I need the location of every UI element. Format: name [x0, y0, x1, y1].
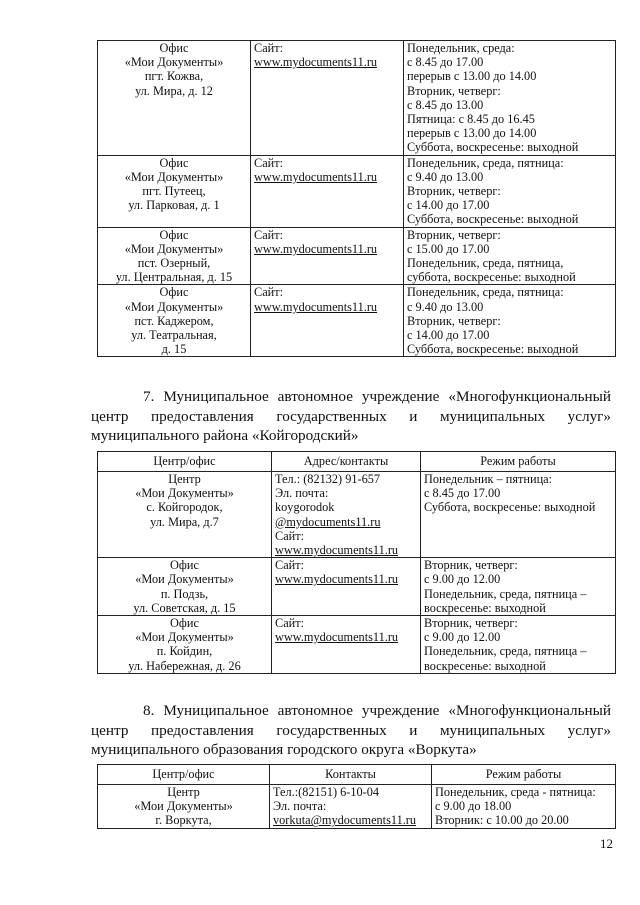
office-line: пгт. Путеец,: [142, 184, 206, 199]
hours-line: Суббота, воскресенье: выходной: [424, 500, 596, 515]
offices-table-2: [97, 451, 616, 674]
website-link[interactable]: www.mydocuments11.ru: [254, 55, 378, 70]
contacts-line: Сайт:: [254, 285, 284, 300]
website-link[interactable]: www.mydocuments11.ru: [275, 630, 399, 645]
hours-line: Вторник, четверг:: [424, 616, 518, 631]
hours-cell: [421, 558, 616, 616]
hours-line: Понедельник – пятница:: [424, 472, 553, 486]
col-header-hours: Режим работы: [421, 452, 616, 472]
hours-cell: [404, 227, 616, 285]
office-cell: [98, 285, 251, 357]
office-line: ул. Набережная, д. 26: [128, 658, 241, 673]
office-line: ул. Советская, д. 15: [133, 600, 236, 615]
hours-cell: [432, 785, 616, 829]
contacts-cell: [272, 616, 421, 674]
hours-line: с 9.40 до 13.00: [407, 299, 484, 314]
hours-line: с 9.00 до 12.00: [424, 572, 501, 587]
hours-line: Понедельник, среда, пятница:: [407, 285, 564, 300]
hours-line: Суббота, воскресенье: выходной: [407, 212, 579, 227]
hours-line: Понедельник, среда, пятница:: [407, 155, 564, 170]
hours-line: Понедельник, среда:: [407, 41, 515, 55]
hours-cell: [421, 472, 616, 558]
website-link[interactable]: vorkuta@mydocuments11.ru: [273, 813, 417, 828]
office-line: Офис: [170, 616, 199, 631]
contacts-line: Эл. почта:: [275, 486, 329, 501]
office-line: Офис: [159, 41, 189, 55]
contacts-cell: [272, 472, 421, 558]
office-line: «Мои Документы»: [124, 169, 224, 184]
office-cell: [98, 41, 251, 156]
section-8-line-1: 8. Муниципальное автономное учреждение «Многофункциональный: [143, 702, 611, 719]
contacts-line: Сайт:: [254, 227, 284, 242]
contacts-line: Сайт:: [275, 558, 305, 573]
hours-line: с 14.00 до 17.00: [407, 198, 490, 213]
office-line: Офис: [159, 155, 189, 170]
page-number: 12: [600, 836, 613, 851]
office-line: ул. Центральная, д. 15: [115, 270, 233, 285]
contacts-line: Сайт:: [275, 616, 305, 631]
website-link[interactable]: www.mydocuments11.ru: [275, 572, 399, 587]
hours-line: с 8.45 до 17.00: [424, 486, 501, 501]
table-row: [98, 785, 616, 829]
hours-line: Вторник, четверг:: [424, 558, 518, 573]
hours-line: с 8.45 до 13.00: [407, 97, 484, 112]
office-line: Центр: [167, 785, 200, 799]
hours-line: Понедельник, среда - пятница:: [435, 785, 596, 799]
hours-line: перерыв с 13.00 до 14.00: [407, 69, 537, 84]
website-link[interactable]: www.mydocuments11.ru: [254, 299, 378, 314]
hours-line: Вторник, четверг:: [407, 227, 501, 242]
office-line: «Мои Документы»: [124, 299, 224, 314]
section-7-heading: [91, 387, 611, 446]
table-row: [98, 285, 616, 357]
office-line: Центр: [168, 472, 201, 486]
col-header-office: Центр/офис: [98, 452, 272, 472]
hours-line: с 8.45 до 17.00: [407, 55, 484, 70]
office-line: пст. Каджером,: [134, 313, 214, 328]
table-row: [98, 558, 616, 616]
office-line: Офис: [170, 558, 199, 573]
col-header-office: Центр/офис: [98, 765, 270, 785]
contacts-line: Эл. почта:: [273, 799, 327, 814]
contacts-cell: [251, 41, 404, 156]
section-8-line-2: центр предоставления государственных и муниципальных услуг»: [91, 721, 611, 739]
hours-line: суббота, воскресенье: выходной: [407, 270, 576, 285]
office-line: ул. Парковая, д. 1: [128, 198, 220, 213]
contacts-cell: [251, 285, 404, 357]
office-line: с. Койгородок,: [146, 500, 223, 515]
hours-line: Пятница: с 8.45 до 16.45: [407, 112, 535, 127]
hours-line: Вторник, четверг:: [407, 184, 501, 199]
office-line: «Мои Документы»: [135, 486, 234, 501]
table-row: [98, 472, 616, 558]
hours-cell: [404, 41, 616, 156]
website-link[interactable]: www.mydocuments11.ru: [275, 543, 399, 558]
office-line: д. 15: [161, 342, 187, 357]
col-header-contacts: Адрес/контакты: [272, 452, 421, 472]
website-link[interactable]: @mydocuments11.ru: [275, 514, 381, 529]
website-link[interactable]: www.mydocuments11.ru: [254, 169, 378, 184]
section-8-heading: [91, 701, 611, 760]
office-line: Офис: [159, 227, 189, 242]
contacts-cell: [272, 558, 421, 616]
hours-line: Понедельник, среда, пятница –: [424, 644, 587, 659]
contacts-cell: [251, 155, 404, 227]
hours-line: Суббота, воскресенье: выходной: [407, 342, 579, 357]
office-line: п. Койдин,: [156, 644, 213, 659]
contacts-line: Тел.: (82132) 91-657: [275, 472, 381, 486]
office-cell: [98, 616, 272, 674]
office-line: ул. Мира, д. 12: [135, 83, 213, 98]
hours-line: с 9.00 до 12.00: [424, 630, 501, 645]
contacts-cell: [270, 785, 432, 829]
hours-line: перерыв с 13.00 до 14.00: [407, 126, 537, 141]
office-line: г. Воркута,: [155, 813, 212, 828]
table-row: [98, 227, 616, 285]
office-line: пгт. Кожва,: [144, 69, 204, 84]
office-cell: [98, 227, 251, 285]
section-7-line-2: центр предоставления государственных и муниципальных услуг»: [91, 407, 611, 425]
hours-line: воскресенье: выходной: [424, 600, 546, 615]
office-line: ул. Театральная,: [131, 328, 217, 343]
office-line: «Мои Документы»: [135, 572, 234, 587]
section-7-line-1: 7. Муниципальное автономное учреждение «Многофункциональный: [143, 388, 611, 405]
contacts-cell: [251, 227, 404, 285]
col-header-hours: Режим работы: [432, 765, 616, 785]
hours-line: Вторник, четверг:: [407, 83, 501, 98]
offices-table-1: [97, 40, 616, 357]
contacts-line: Тел.:(82151) 6-10-04: [273, 785, 380, 799]
office-line: ул. Мира, д.7: [150, 514, 219, 529]
contacts-line: Сайт:: [275, 528, 305, 543]
hours-line: воскресенье: выходной: [424, 658, 546, 673]
hours-line: с 14.00 до 17.00: [407, 328, 490, 343]
hours-line: с 9.00 до 18.00: [435, 799, 512, 814]
office-line: пст. Озерный,: [137, 256, 211, 271]
hours-line: с 15.00 до 17.00: [407, 241, 490, 256]
table-row: [98, 616, 616, 674]
hours-cell: [421, 616, 616, 674]
section-8-line-3: муниципального образования городского округа «Воркута»: [91, 741, 477, 758]
hours-line: с 9.40 до 13.00: [407, 169, 484, 184]
col-header-contacts: Контакты: [270, 765, 432, 785]
hours-line: Суббота, воскресенье: выходной: [407, 140, 579, 155]
office-line: «Мои Документы»: [124, 55, 224, 70]
contacts-line: Сайт:: [254, 155, 284, 170]
hours-line: Вторник, четверг:: [407, 313, 501, 328]
hours-line: Понедельник, среда, пятница,: [407, 256, 564, 271]
office-line: «Мои Документы»: [135, 630, 234, 645]
hours-cell: [404, 155, 616, 227]
office-line: «Мои Документы»: [124, 241, 224, 256]
website-link[interactable]: www.mydocuments11.ru: [254, 241, 378, 256]
offices-table-3: [97, 764, 616, 829]
table-row: [98, 155, 616, 227]
hours-cell: [404, 285, 616, 357]
office-cell: [98, 558, 272, 616]
hours-line: Вторник: с 10.00 до 20.00: [435, 813, 569, 828]
office-line: п. Подзь,: [160, 586, 209, 601]
contacts-line: koygorodok: [275, 500, 335, 515]
section-7-line-3: муниципального района «Койгородский»: [91, 427, 359, 444]
table-row: [98, 41, 616, 156]
office-line: Офис: [159, 285, 189, 300]
contacts-line: Сайт:: [254, 41, 284, 55]
hours-line: Понедельник, среда, пятница –: [424, 586, 587, 601]
office-cell: [98, 155, 251, 227]
office-cell: [98, 472, 272, 558]
office-line: «Мои Документы»: [134, 799, 233, 814]
office-cell: [98, 785, 270, 829]
